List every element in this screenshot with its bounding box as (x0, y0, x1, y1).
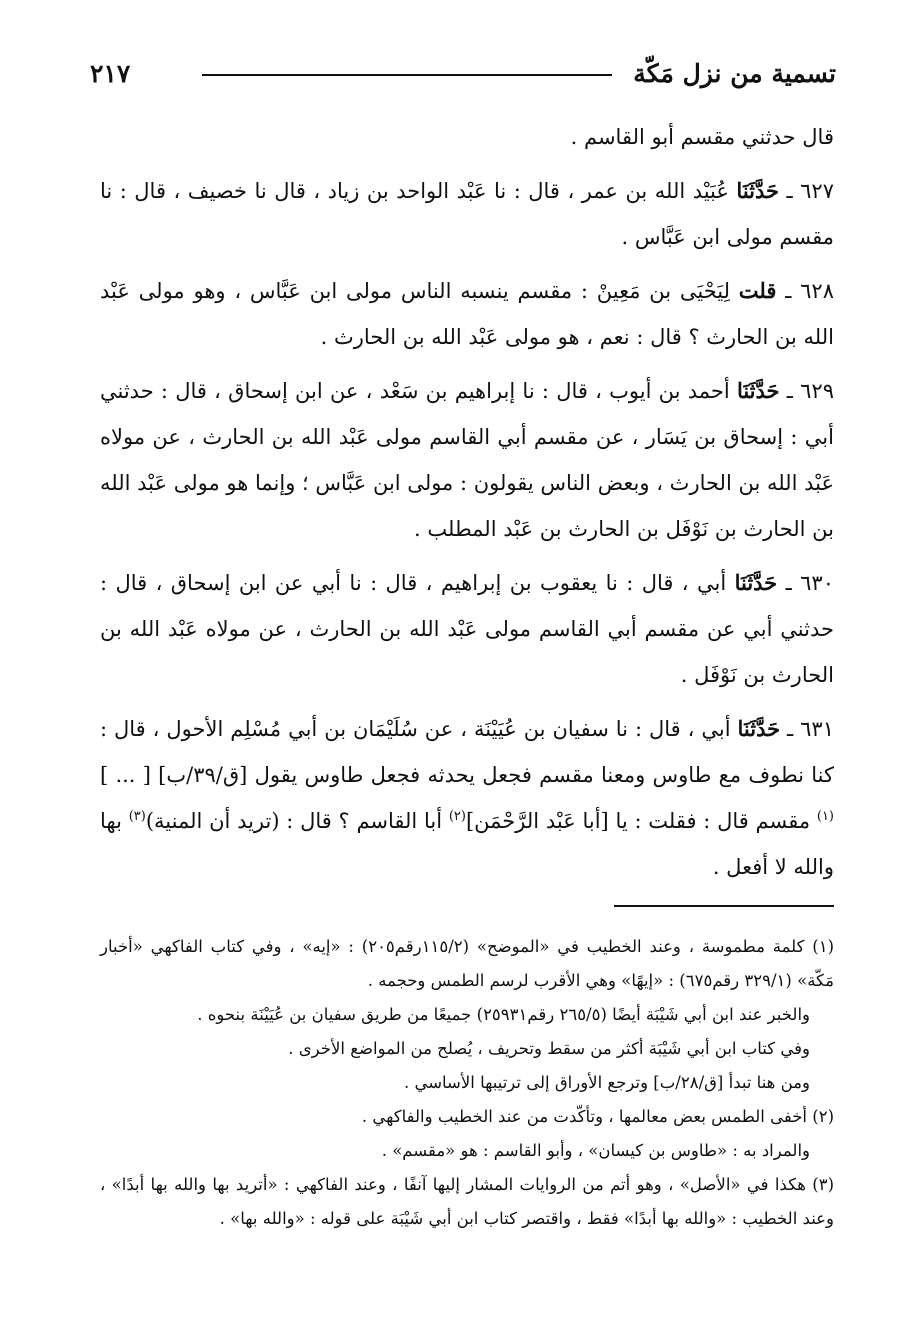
hadith-628 (100, 268, 834, 360)
hadith-number: ٦٣١ ـ (787, 717, 834, 741)
footnote-1-continuation: والخبر عند ابن أبي شَيْبَة أيضًا (٢٦٥/٥ رقم٢٥٩٣١) جميعًا من طريق سفيان بن عُيَيْنَة بنحوه . (197, 1005, 810, 1024)
hadith-631 (100, 706, 834, 890)
hadith-text-part-3: أبا القاسم ؟ قال : (تريد أن المنية) (145, 809, 443, 833)
running-title: تسمية من نزل مَكّة (633, 58, 836, 88)
main-text (100, 114, 834, 898)
hadith-text-part-1: أبي ، قال : نا سفيان بن عُيَيْنَة ، عن سُلَيْمَان بن أبي مُسْلِم الأحول ، قال : كنا نطوف مع طاوس ومعنا مقسم فجعل يحدثه فجعل طاوس يقول [ق/٣٩/ب] [ ... ] (100, 717, 835, 787)
footnote-2: (٢) أخفى الطمس بعض معالمها ، وتأكّدت من عند الخطيب والفاكهي . (361, 1107, 834, 1126)
hadith-text: لِيَحْيَى بن مَعِينْ : مقسم ينسبه الناس مولى ابن عَبَّاس ، وهو مولى عَبْد الله بن الحارث ؟ قال : نعم ، هو مولى عَبْد الله بن الحارث . (100, 279, 834, 349)
footnotes (100, 930, 834, 1236)
hadith-number: ٦٣٠ ـ (785, 571, 834, 595)
footnote-separator (614, 905, 834, 907)
page-number: ٢١٧ (90, 58, 131, 88)
footnote-ref-2: (٢) (448, 809, 466, 824)
footnote-ref-3: (٣) (128, 809, 146, 824)
hadith-text: أحمد بن أيوب ، قال : نا إبراهيم بن سَعْد ، عن ابن إسحاق ، قال : حدثني أبي : إسحاق بن يَسَار ، عن مقسم أبي القاسم مولى عَبْد الله بن الحارث ، عن مولاه عَبْد الله بن الحارث ، وبعض الناس يقولون : مولى ابن عَبَّاس ؛ وإنما هو مولى عَبْد الله بن الحارث بن نَوْفَل بن الحارث بن عَبْد المطلب . (100, 379, 834, 541)
hadith-630 (100, 560, 834, 698)
hadith-text: أبي ، قال : نا يعقوب بن إبراهيم ، قال : نا أبي عن ابن إسحاق ، قال : حدثني أبي عن مقسم أبي القاسم مولى عَبْد الله بن الحارث ، عن مولاه عَبْد الله بن الحارث بن نَوْفَل . (100, 571, 834, 687)
footnote-3: (٣) هكذا في «الأصل» ، وهو أتم من الروايات المشار إليها آنفًا ، وعند الفاكهي : «أتريد بها والله بها أبدًا» ، وعند الخطيب : «والله بها أبدًا» فقط ، واقتصر كتاب ابن أبي شَيْبَة على قوله : «والله بها» . (100, 1175, 834, 1228)
paragraph-continuation: قال حدثني مقسم أبو القاسم . (570, 125, 834, 149)
footnote-1: (١) كلمة مطموسة ، وعند الخطيب في «الموضح» (١١٥/٢رقم٢٠٥) : «إيه» ، وفي كتاب الفاكهي «أخبار مَكّة» (٣٢٩/١ رقم٦٧٥) : «إيهًا» وهي الأقرب لرسم الطمس وحجمه . (100, 937, 834, 990)
header-rule (202, 74, 612, 76)
hadith-opening: قلت (738, 278, 777, 303)
hadith-text: عُبَيْد الله بن عمر ، قال : نا عَبْد الواحد بن زياد ، قال نا خصيف ، قال : نا مقسم مولى ابن عَبَّاس . (100, 179, 834, 249)
hadith-number: ٦٢٧ ـ (786, 179, 834, 203)
footnote-ref-1: (١) (816, 809, 834, 824)
hadith-opening: حَدَّثَنَا (736, 378, 780, 403)
hadith-number: ٦٢٨ ـ (785, 279, 834, 303)
hadith-629 (100, 368, 834, 552)
hadith-opening: حَدَّثَنَا (737, 716, 781, 741)
hadith-text-part-2: مقسم قال : فقلت : يا [أبا عَبْد الرَّحْمَن] (465, 809, 811, 833)
hadith-number: ٦٢٩ ـ (786, 379, 834, 403)
footnote-2-continuation: والمراد به : «طاوس بن كيسان» ، وأبو القاسم : هو «مقسم» . (381, 1141, 810, 1160)
footnote-1-continuation: ومن هنا تبدأ [ق/٢٨/ب] وترجع الأوراق إلى ترتيبها الأساسي . (403, 1073, 810, 1092)
hadith-627 (100, 168, 834, 260)
hadith-opening: حَدَّثَنَا (736, 178, 780, 203)
page-header (90, 50, 836, 96)
hadith-text-part-4: بها والله لا أفعل . (100, 809, 834, 879)
hadith-opening: حَدَّثَنَا (734, 570, 778, 595)
footnote-1-continuation: وفي كتاب ابن أبي شَيْبَة أكثر من سقط وتحريف ، يُصلح من المواضع الأخرى . (288, 1039, 810, 1058)
